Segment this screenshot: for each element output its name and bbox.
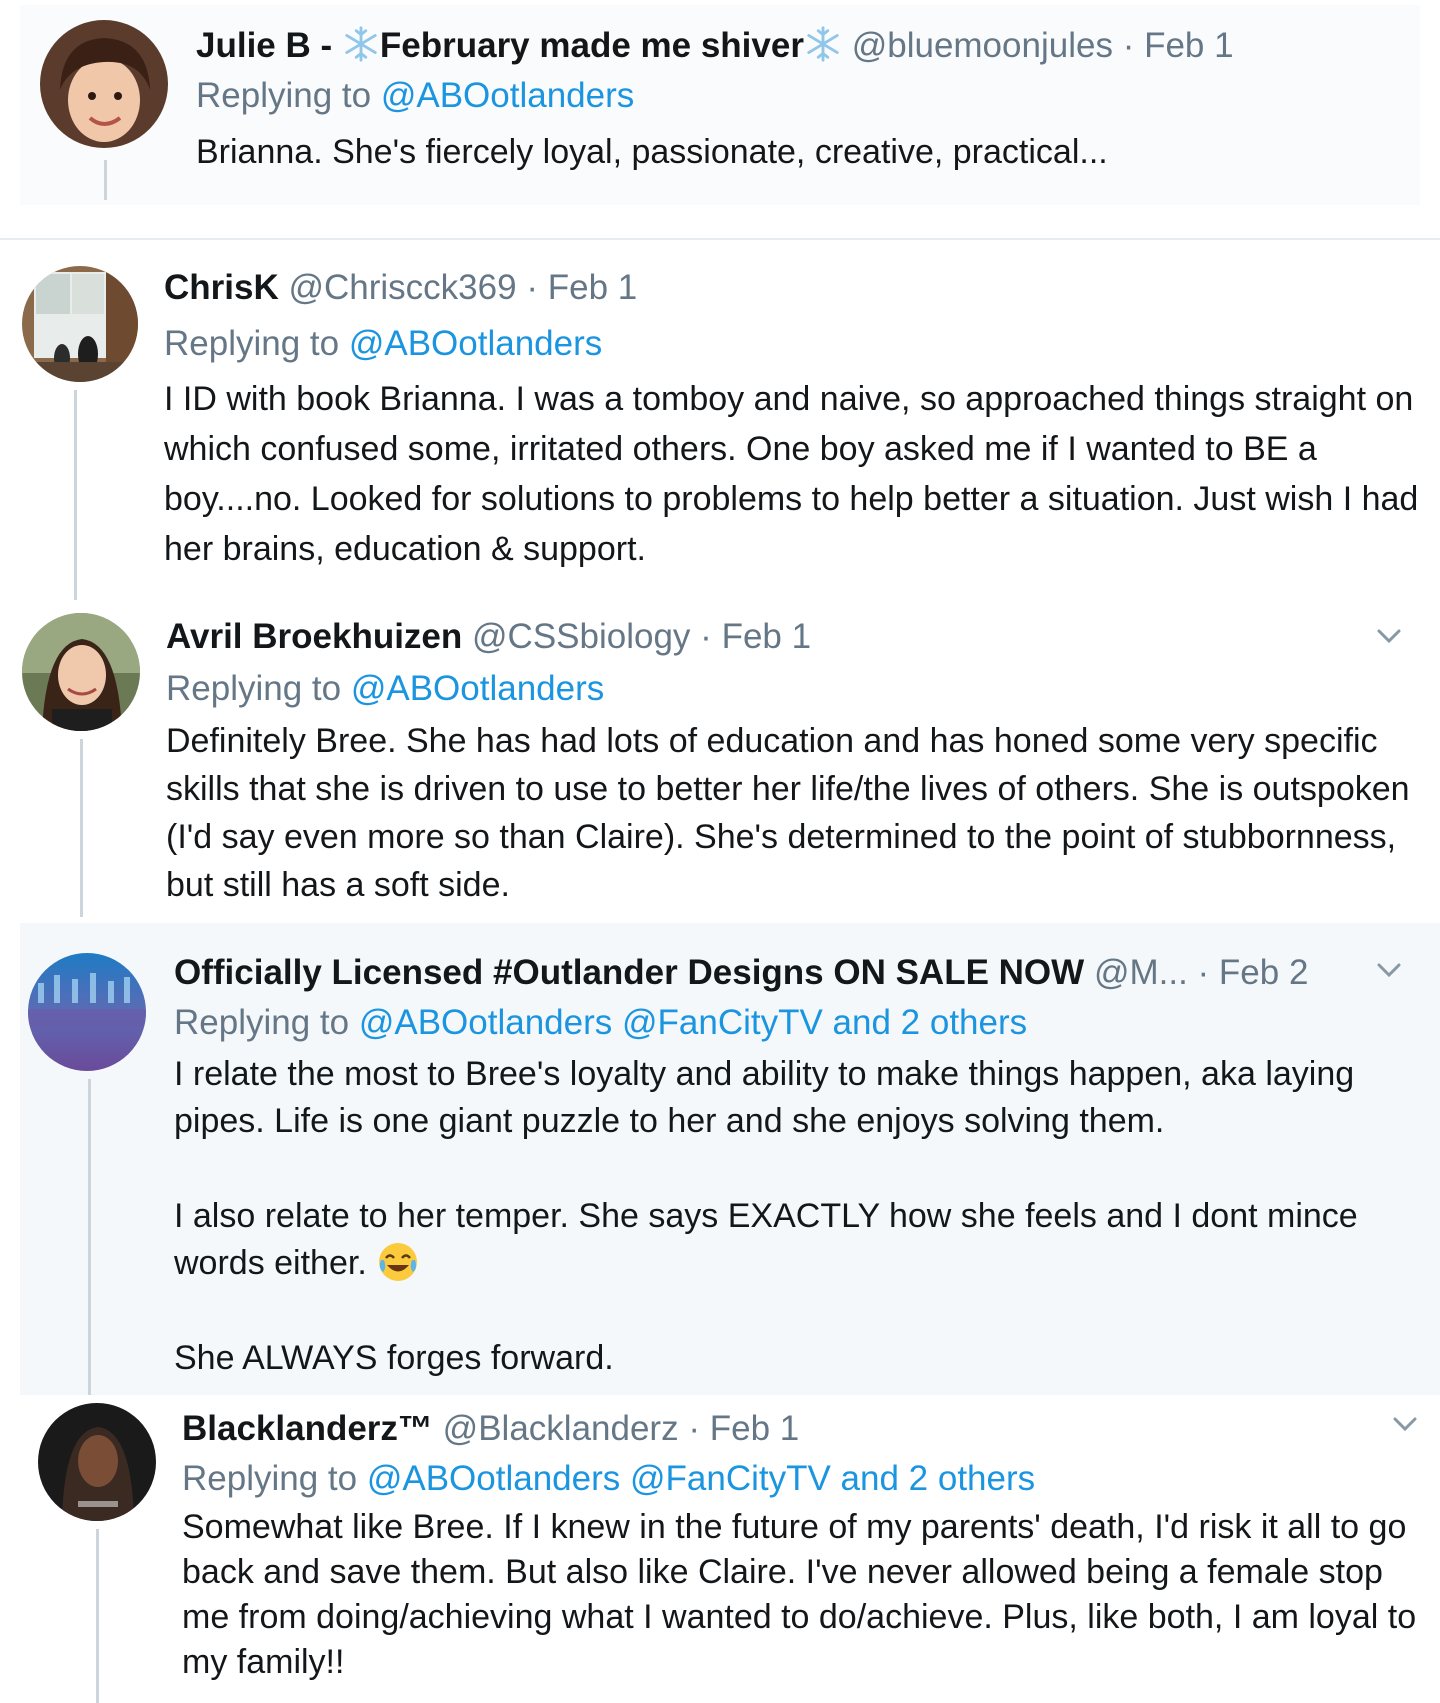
tweet-text	[174, 1051, 1420, 1382]
tweet-header	[174, 951, 1420, 995]
replying-label: Replying to	[182, 1459, 367, 1498]
tweet-paragraph	[174, 1193, 1420, 1287]
thread-line	[80, 739, 83, 917]
tweet-header	[196, 24, 1420, 68]
tweet-paragraph: Brianna. She's fiercely loyal, passionate, creative, practical...	[196, 133, 1108, 171]
tweet-blacklanderz[interactable]	[0, 1395, 1440, 1703]
thread-line	[96, 1529, 99, 1703]
snowflake-icon	[342, 25, 380, 63]
thread-line	[104, 160, 107, 200]
tweet-text	[182, 1505, 1420, 1685]
tweet-text	[164, 374, 1420, 574]
chevron-down-icon[interactable]	[1390, 1409, 1420, 1439]
user-handle[interactable]: @CSSbiology	[472, 617, 691, 656]
tweet-chrisk[interactable]	[0, 250, 1440, 605]
replying-to	[174, 1001, 1420, 1045]
tweet-date[interactable]: Feb 2	[1218, 953, 1309, 992]
display-name[interactable]: Avril Broekhuizen	[166, 617, 463, 656]
replying-to	[182, 1457, 1420, 1501]
mention-link[interactable]: @ABOotlanders	[350, 669, 605, 708]
separator-dot: ·	[526, 268, 538, 307]
display-name[interactable]: Blacklanderz™	[182, 1409, 433, 1448]
tweet-paragraph-text: I also relate to her temper. She says EXACTLY how she feels and I dont mince words either.	[174, 1197, 1358, 1282]
replying-label: Replying to	[166, 669, 351, 708]
tweet-header	[182, 1407, 1420, 1451]
avatar[interactable]	[22, 613, 140, 731]
user-handle[interactable]: @Blacklanderz	[442, 1409, 679, 1448]
mention-link[interactable]: @ABOotlanders	[380, 76, 635, 115]
tweet-paragraph: Somewhat like Bree. If I knew in the future of my parents' death, I'd risk it all to go back and save them. But also like Claire. I've never allowed being a female stop me from doing/achieving what I wanted to do/achieve. Plus, like both, I am loyal to my family!!	[182, 1508, 1417, 1681]
tweet-date[interactable]: Feb 1	[1144, 26, 1234, 65]
replying-to	[164, 322, 1420, 366]
tweet-date[interactable]: Feb 1	[721, 617, 812, 656]
tweet-text	[166, 717, 1420, 909]
replying-label: Replying to	[174, 1003, 359, 1042]
mention-link[interactable]: @ABOotlanders @FanCityTV and 2 others	[358, 1003, 1028, 1042]
replying-label: Replying to	[164, 324, 349, 363]
separator-dot: ·	[688, 1409, 700, 1448]
avatar[interactable]	[38, 1403, 156, 1521]
snowflake-icon	[804, 25, 842, 63]
avatar[interactable]	[28, 953, 146, 1071]
mention-link[interactable]: @ABOotlanders @FanCityTV and 2 others	[366, 1459, 1036, 1498]
tweet-julie[interactable]	[0, 0, 1440, 235]
tweet-outlander-designs[interactable]	[0, 923, 1440, 1395]
user-handle[interactable]: @M...	[1093, 953, 1188, 992]
separator-dot: ·	[700, 617, 712, 656]
user-handle[interactable]: @bluemoonjules	[851, 26, 1113, 65]
thread-line	[88, 1079, 91, 1395]
separator-dot: ·	[1122, 26, 1135, 65]
divider	[0, 238, 1440, 240]
tweet-avril[interactable]	[0, 605, 1440, 923]
replying-to	[196, 74, 1420, 118]
tweet-paragraph: She ALWAYS forges forward.	[174, 1339, 614, 1377]
avatar[interactable]	[40, 20, 168, 148]
tweet-text	[196, 128, 1420, 176]
chevron-down-icon[interactable]	[1374, 955, 1404, 985]
tweet-paragraph: I ID with book Brianna. I was a tomboy and naive, so approached things straight on which confused some, irritated others. One boy asked me if I wanted to BE a boy....no. Looked for solutions to problems to help better a situation. Just wish I had her brains, education & support.	[164, 380, 1419, 568]
separator-dot: ·	[1197, 953, 1210, 992]
tweet-header	[164, 266, 1420, 310]
replying-label: Replying to	[196, 76, 381, 115]
tweet-header	[166, 615, 1420, 659]
display-name[interactable]: Julie B - February made me shiver	[196, 26, 842, 65]
display-name[interactable]: Officially Licensed #Outlander Designs ON SALE NOW	[174, 953, 1085, 992]
avatar[interactable]	[22, 266, 138, 382]
thread-line	[74, 390, 77, 600]
chevron-down-icon[interactable]	[1374, 621, 1404, 651]
user-handle[interactable]: @Chriscck369	[288, 268, 517, 307]
tweet-date[interactable]: Feb 1	[709, 1409, 800, 1448]
face-with-tears-of-joy-emoji	[376, 1240, 420, 1284]
replying-to	[166, 667, 1420, 711]
display-name[interactable]: ChrisK	[164, 268, 279, 307]
tweet-paragraph: Definitely Bree. She has had lots of education and has honed some very specific skills that she is driven to use to better her life/the lives of others. She is outspoken (I'd say even more so than Claire). She's determined to the point of stubbornness, but still has a soft side.	[166, 722, 1410, 904]
tweet-paragraph: I relate the most to Bree's loyalty and ability to make things happen, aka laying pipes. Life is one giant puzzle to her and she enjoys solving them.	[174, 1055, 1355, 1140]
tweet-date[interactable]: Feb 1	[547, 268, 638, 307]
mention-link[interactable]: @ABOotlanders	[348, 324, 603, 363]
